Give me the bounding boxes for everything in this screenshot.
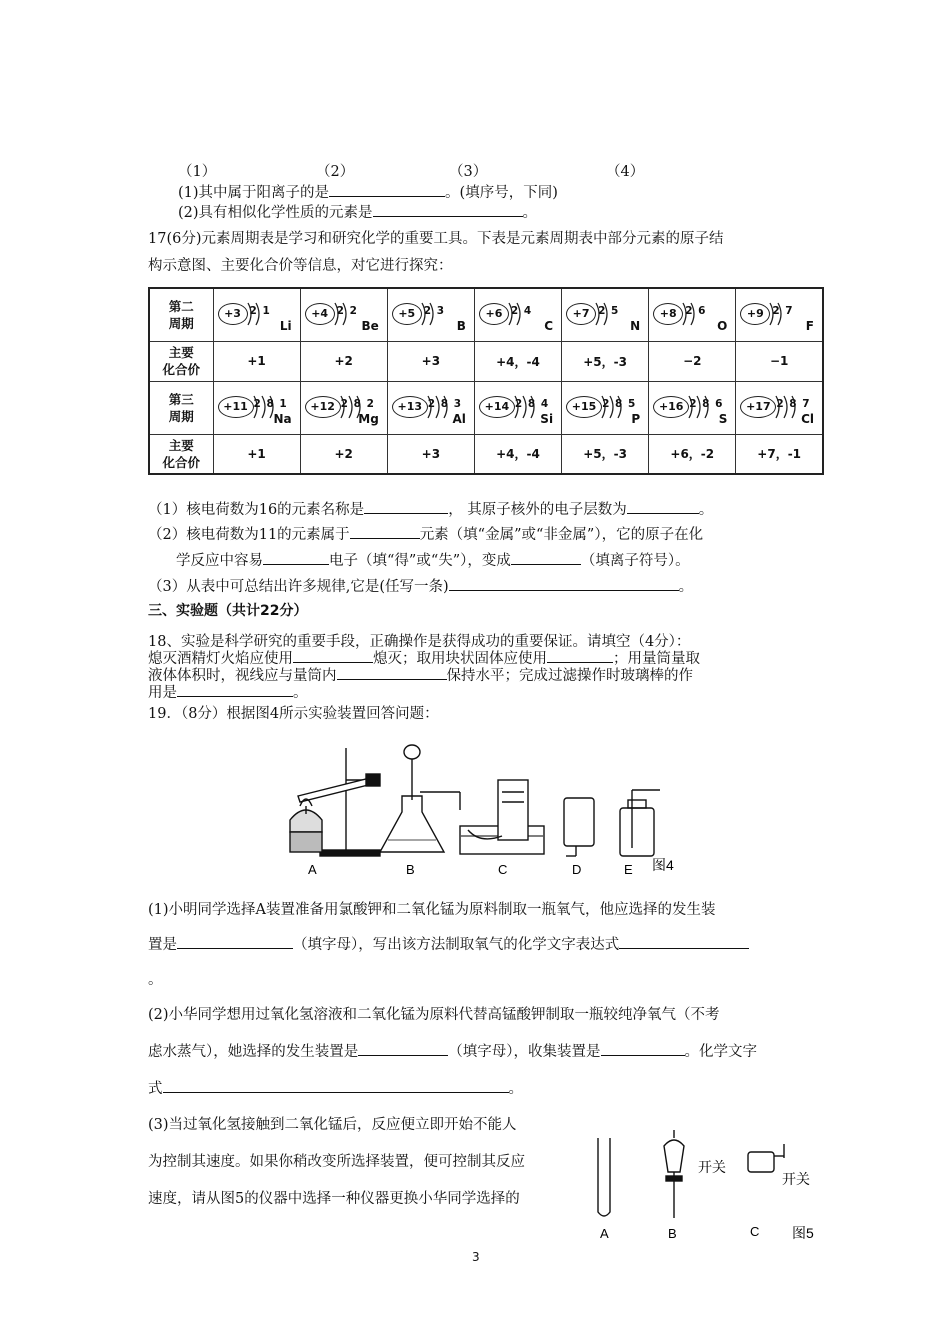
answer-blank[interactable]	[373, 202, 523, 217]
q17-intro-line1: 17(6分)元素周期表是学习和研究化学的重要工具。下表是元素周期表中部分元素的原子结	[148, 231, 724, 247]
answer-blank[interactable]	[337, 665, 447, 680]
element-symbol: Li	[279, 318, 292, 333]
q16-sub2-text: (2)具有相似化学性质的元素是	[178, 205, 373, 221]
q16-label-1: （1）	[178, 164, 217, 180]
apparatus-d	[564, 798, 594, 856]
q19-sub2-text2: 。化学文字	[684, 1044, 757, 1060]
q17-sub1	[148, 498, 713, 519]
q18-line2-mid: 熄灭；取用块状固体应使用	[373, 651, 547, 667]
answer-blank[interactable]	[601, 1041, 685, 1056]
q17-sub2-cont	[176, 549, 690, 570]
element-cell	[649, 288, 736, 341]
valence-cell: +2	[300, 341, 387, 381]
row-header-period2: 第二 周期	[149, 288, 213, 341]
answer-blank[interactable]	[364, 499, 448, 514]
fig4-label-d: D	[572, 862, 582, 877]
row-header-period3: 第三 周期	[149, 381, 213, 434]
element-cell	[562, 381, 649, 434]
element-symbol: C	[544, 318, 554, 333]
q19-sub1-text: 置是	[148, 937, 177, 953]
valence-cell: +2	[300, 434, 387, 474]
apparatus-b	[380, 745, 460, 852]
q17-sub1-end: 。	[698, 502, 714, 518]
period2-valence-row	[149, 341, 823, 381]
periodic-table	[148, 287, 824, 475]
answer-blank[interactable]	[293, 648, 373, 663]
fig5-dropper-valve	[748, 1144, 784, 1172]
q17-sub3-text: （3）从表中可总结出许多规律,它是(任写一条)	[148, 579, 449, 595]
valence-cell: −1	[736, 341, 823, 381]
element-symbol: O	[717, 318, 728, 333]
q18-line4-end: 。	[293, 685, 308, 701]
q17-sub2-text: （2）核电荷数为11的元素属于	[148, 527, 350, 543]
q17-sub3-end: 。	[678, 579, 694, 595]
q19-sub1-mid: （填字母），写出该方法制取氧气的化学文字表达式	[293, 937, 620, 953]
element-symbol: P	[631, 411, 641, 426]
nucleus-charge: +4	[305, 303, 335, 325]
electron-counts: 2 1	[249, 304, 271, 317]
element-symbol: S	[718, 411, 728, 426]
q18-line3-text: 液体体积时，视线应与量筒内	[148, 668, 337, 684]
q19-sub2-mid: （填字母），收集装置是	[448, 1044, 601, 1060]
q19-sub2-line2	[148, 1040, 757, 1061]
apparatus-e	[620, 790, 660, 856]
electron-counts: 2 8 2	[340, 397, 375, 410]
element-symbol: Na	[273, 411, 292, 426]
period3-valence-row	[149, 434, 823, 474]
fig5-label-b: B	[668, 1226, 677, 1241]
element-symbol: Si	[540, 411, 554, 426]
q17-sub1-text: （1）核电荷数为16的元素名称是	[148, 502, 365, 518]
element-cell	[562, 288, 649, 341]
nucleus-charge: +11	[218, 396, 254, 418]
electron-counts: 2 8 5	[602, 397, 637, 410]
q19-sub1-line1: (1)小明同学选择A装置准备用氯酸钾和二氧化锰为原料制取一瓶氧气，他应选择的发生装	[148, 902, 716, 918]
answer-blank[interactable]	[619, 934, 749, 949]
answer-blank[interactable]	[163, 1078, 509, 1093]
answer-blank[interactable]	[358, 1041, 448, 1056]
valence-cell: +6，-2	[649, 434, 736, 474]
q17-sub2-end: （填离子符号）。	[580, 553, 690, 569]
section-heading: 三、实验题（共计22分）	[148, 603, 308, 619]
apparatus-a	[290, 748, 380, 856]
electron-counts: 2 5	[598, 304, 620, 317]
figure5-apparatus	[592, 1128, 832, 1248]
answer-blank[interactable]	[263, 550, 329, 565]
row-header-valence: 主要 化合价	[149, 434, 213, 474]
element-cell	[736, 381, 823, 434]
valence-cell: +1	[213, 434, 300, 474]
answer-blank[interactable]	[627, 499, 699, 514]
fig5-test-tube	[598, 1138, 610, 1216]
nucleus-charge: +15	[566, 396, 602, 418]
nucleus-charge: +8	[653, 303, 683, 325]
page-number: 3	[472, 1250, 480, 1264]
q18-line4	[148, 681, 308, 702]
electron-counts: 2 2	[336, 304, 358, 317]
nucleus-charge: +12	[305, 396, 341, 418]
element-symbol: Al	[452, 411, 466, 426]
q16-sub1-end: 。(填序号，下同)	[445, 185, 558, 201]
element-cell	[300, 381, 387, 434]
answer-blank[interactable]	[449, 576, 679, 591]
q18-line2-end: ；用量筒量取	[613, 651, 700, 667]
nucleus-charge: +17	[740, 396, 776, 418]
electron-counts: 2 8 1	[253, 397, 288, 410]
answer-blank[interactable]	[177, 934, 293, 949]
element-cell	[387, 381, 474, 434]
valence-cell: +5，-3	[562, 434, 649, 474]
answer-blank[interactable]	[350, 524, 420, 539]
valence-cell: +3	[387, 341, 474, 381]
q19-sub2-line3	[148, 1077, 523, 1098]
electron-counts: 2 3	[423, 304, 446, 317]
apparatus-c	[460, 780, 544, 854]
q16-sub2-end: 。	[522, 205, 538, 221]
fig5-label-c: C	[750, 1224, 760, 1239]
element-symbol: B	[456, 318, 466, 333]
nucleus-charge: +14	[479, 396, 515, 418]
fig5-caption: 图5	[792, 1225, 814, 1241]
element-symbol: F	[805, 318, 814, 333]
fig4-label-b: B	[406, 862, 415, 877]
fig4-caption: 图4	[652, 857, 674, 873]
nucleus-charge: +13	[392, 396, 428, 418]
q19-sub2-text3: 式	[148, 1081, 163, 1097]
q19-sub3-line3: 速度，请从图5的仪器中选择一种仪器更换小华同学选择的	[148, 1191, 520, 1207]
valence-cell: −2	[649, 341, 736, 381]
element-cell	[474, 288, 561, 341]
electron-counts: 2 8 6	[689, 397, 724, 410]
q17-sub3	[148, 575, 693, 596]
nucleus-charge: +16	[653, 396, 689, 418]
valence-cell: +5，-3	[562, 341, 649, 381]
q17-sub2	[148, 523, 703, 544]
element-cell	[387, 288, 474, 341]
element-symbol: Be	[361, 318, 379, 333]
answer-blank[interactable]	[329, 182, 445, 197]
electron-counts: 2 7	[772, 304, 794, 317]
q19-sub1-end: 。	[148, 972, 163, 988]
fig5-separatory-funnel	[664, 1130, 684, 1218]
figure4-apparatus	[280, 740, 720, 880]
q18-line1: 18、实验是科学研究的重要手段，正确操作是获得成功的重要保证。请填空（4分）：	[148, 634, 691, 650]
q17-sub2-mid: 元素（填“金属”或“非金属”），它的原子在化	[419, 527, 704, 543]
valence-cell: +1	[213, 341, 300, 381]
q19-sub2-line1: (2)小华同学想用过氧化氢溶液和二氧化锰为原料代替高锰酸钾制取一瓶较纯净氧气（不考	[148, 1007, 720, 1023]
q18-line4-text: 用是	[148, 685, 177, 701]
fig5-label-a: A	[600, 1226, 609, 1241]
element-symbol: Mg	[358, 411, 379, 426]
electron-counts: 2 8 7	[776, 397, 811, 410]
nucleus-charge: +7	[566, 303, 596, 325]
fig4-label-e: E	[624, 862, 633, 877]
q16-label-2: （2）	[316, 164, 355, 180]
element-cell	[213, 381, 300, 434]
electron-counts: 2 4	[510, 304, 533, 317]
q16-label-3: （3）	[449, 164, 488, 180]
period2-row	[149, 288, 823, 341]
q19-sub2-text: 虑水蒸气），她选择的发生装置是	[148, 1044, 359, 1060]
element-cell	[300, 288, 387, 341]
fig5-switch-label-1: 开关	[698, 1159, 726, 1175]
q18-line3-end: 保持水平；完成过滤操作时玻璃棒的作	[446, 668, 693, 684]
q19-title: 19．（8分）根据图4所示实验装置回答问题：	[148, 706, 439, 722]
fig4-label-c: C	[498, 862, 508, 877]
nucleus-charge: +9	[740, 303, 770, 325]
element-symbol: N	[630, 318, 641, 333]
fig4-label-a: A	[308, 862, 317, 877]
q16-sub2	[178, 201, 537, 222]
q19-sub2-end: 。	[508, 1081, 523, 1097]
element-cell	[213, 288, 300, 341]
fig5-switch-label-2: 开关	[782, 1171, 810, 1187]
valence-cell: +3	[387, 434, 474, 474]
q19-sub1-line2	[148, 933, 749, 954]
valence-cell: +7，-1	[736, 434, 823, 474]
q19-sub3-line1: (3)当过氧化氢接触到二氧化锰后，反应便立即开始不能人	[148, 1117, 517, 1133]
element-cell	[474, 381, 561, 434]
valence-cell: +4，-4	[474, 434, 561, 474]
electron-counts: 2 6	[685, 304, 707, 317]
q19-sub3-line2: 为控制其速度。如果你稍改变所选择装置，便可控制其反应	[148, 1154, 525, 1170]
answer-blank[interactable]	[177, 682, 293, 697]
q18-line2-text: 熄灭酒精灯火焰应使用	[148, 651, 293, 667]
q16-sub1	[178, 181, 558, 202]
valence-cell: +4，-4	[474, 341, 561, 381]
q16-option-labels	[178, 160, 216, 181]
nucleus-charge: +5	[392, 303, 422, 325]
element-cell	[649, 381, 736, 434]
answer-blank[interactable]	[511, 550, 581, 565]
element-symbol: Cl	[801, 411, 814, 426]
nucleus-charge: +6	[479, 303, 509, 325]
q17-sub1-mid: ， 其原子核外的电子层数为	[448, 502, 627, 518]
q17-sub2-text3: 电子（填“得”或“失”），变成	[329, 553, 511, 569]
row-header-valence: 主要 化合价	[149, 341, 213, 381]
electron-counts: 2 8 3	[427, 397, 463, 410]
element-cell	[736, 288, 823, 341]
q16-label-4: （4）	[606, 164, 645, 180]
electron-counts: 2 8 4	[514, 397, 550, 410]
nucleus-charge: +3	[218, 303, 248, 325]
q17-intro-line2: 构示意图、主要化合价等信息，对它进行探究：	[148, 258, 453, 274]
q16-sub1-text: (1)其中属于阳离子的是	[178, 185, 330, 201]
answer-blank[interactable]	[547, 648, 613, 663]
q17-sub2-text2: 学反应中容易	[176, 553, 263, 569]
period3-row	[149, 381, 823, 434]
